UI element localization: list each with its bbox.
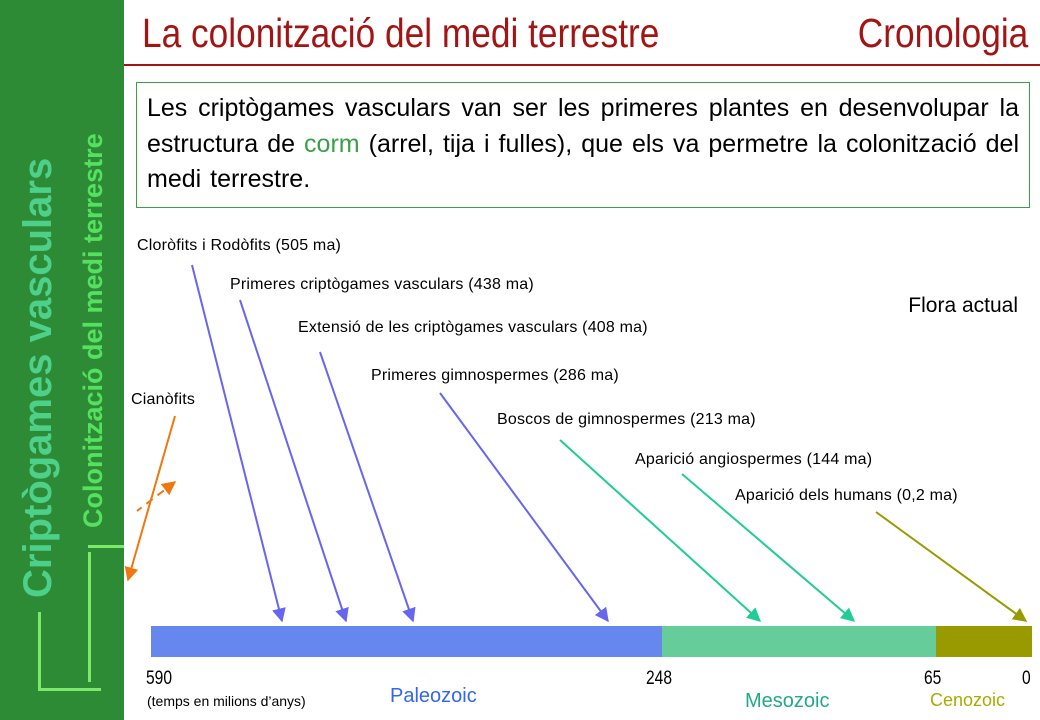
timeline-bar-mesozoic bbox=[662, 626, 936, 657]
time-unit-label: (temps en milions d’anys) bbox=[147, 693, 306, 709]
era-cenozoic: Cenozoic bbox=[930, 690, 1006, 710]
event-chlorophytes: Cloròfits i Rodòfits (505 ma) bbox=[137, 237, 342, 254]
intro-highlight-corm: corm bbox=[304, 129, 360, 158]
event-humans: Aparició dels humans (0,2 ma) bbox=[735, 487, 958, 504]
timeline-bar-paleozoic bbox=[151, 626, 662, 657]
event-vascular-expansion: Extensió de les criptògames vasculars (408 ma) bbox=[298, 319, 648, 336]
event-angiosperms: Aparició angiospermes (144 ma) bbox=[635, 451, 873, 468]
sidebar-subtitle: Colonització del medi terrestre bbox=[78, 133, 108, 528]
section-title: Cronologia bbox=[857, 10, 1028, 56]
event-first-gymnosperms: Primeres gimnospermes (286 ma) bbox=[371, 367, 619, 384]
page-title: La colonització del medi terrestre bbox=[142, 10, 660, 56]
tick-0: 0 bbox=[1022, 668, 1031, 689]
event-cyanobacteria: Cianòfits bbox=[131, 391, 196, 408]
arrow-first-vascular bbox=[240, 300, 346, 621]
era-mesozoic: Mesozoic bbox=[745, 690, 830, 712]
event-gymnosperm-forests: Boscos de gimnospermes (213 ma) bbox=[497, 411, 756, 428]
arrow-cyanobacteria-dashed bbox=[137, 482, 175, 511]
present-flora-label: Flora actual bbox=[908, 294, 1018, 317]
timeline-bar-cenozoic bbox=[936, 626, 1032, 657]
arrow-chlorophytes bbox=[192, 265, 282, 621]
arrow-humans bbox=[876, 512, 1026, 621]
intro-text-end: (arrel, tija i fulles), que els va permetre la colonització del medi terrestre. bbox=[147, 129, 1020, 193]
event-first-vascular: Primeres criptògames vasculars (438 ma) bbox=[230, 276, 534, 293]
intro-text-start: Les criptògames vasculars van ser les primeres plantes en desenvolupar la estructura de bbox=[147, 94, 1019, 158]
arrow-cyanobacteria bbox=[128, 416, 175, 580]
tick-65: 65 bbox=[924, 668, 942, 689]
arrow-vascular-expansion bbox=[320, 352, 413, 621]
tick-590: 590 bbox=[146, 668, 172, 689]
era-paleozoic: Paleozoic bbox=[390, 685, 477, 707]
tick-248: 248 bbox=[646, 668, 672, 689]
sidebar-title: Criptògames vasculars bbox=[16, 157, 60, 598]
